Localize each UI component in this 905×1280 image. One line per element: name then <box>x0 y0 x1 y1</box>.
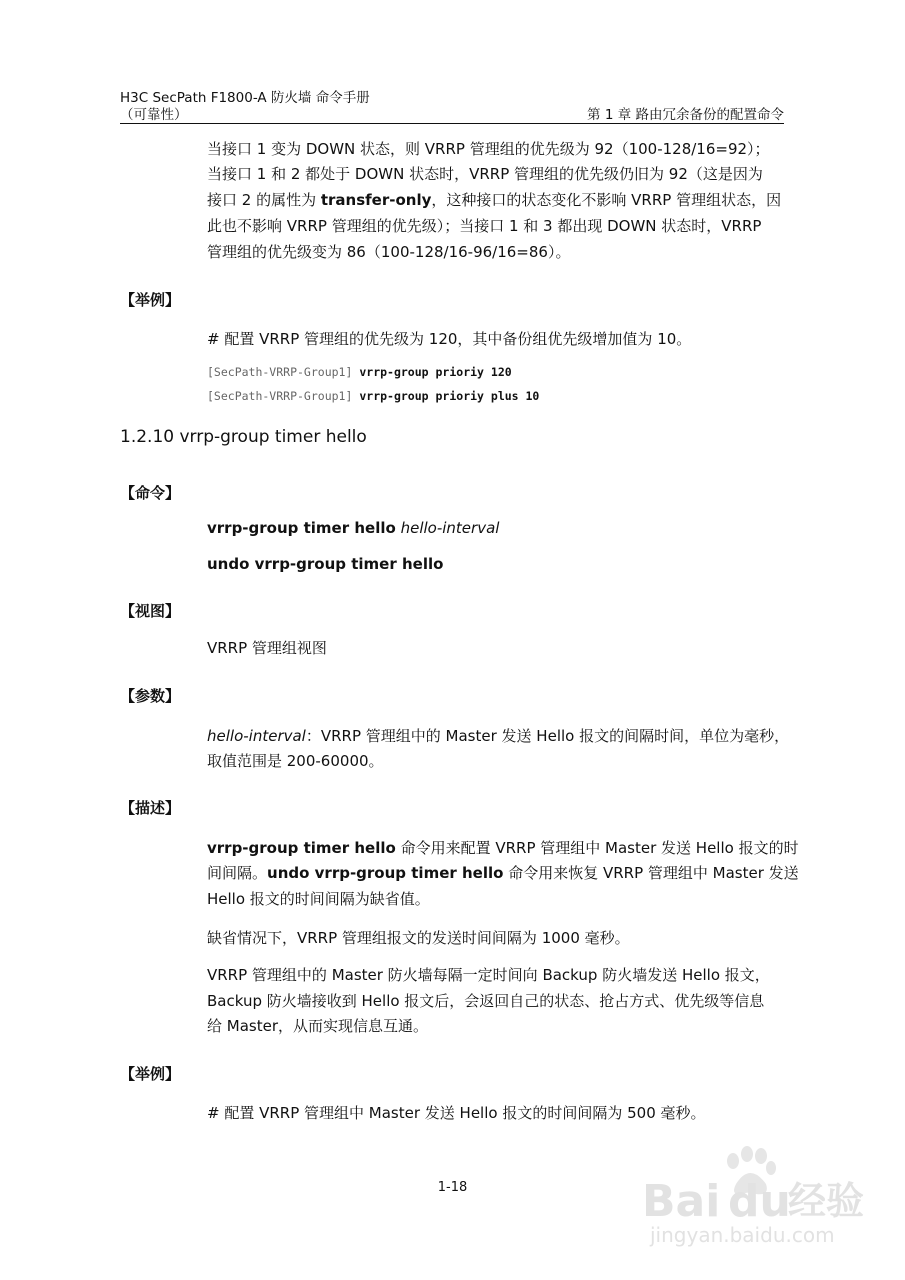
view-heading: 【视图】 <box>120 602 181 620</box>
command-name: vrrp-group timer hello <box>207 519 396 537</box>
code-command: vrrp-group prioriy plus 10 <box>359 389 540 403</box>
view-text: VRRP 管理组视图 <box>207 639 327 657</box>
section-title: 1.2.10 vrrp-group timer hello <box>120 427 367 447</box>
intro-line-1: 当接口 1 变为 DOWN 状态，则 VRRP 管理组的优先级为 92（100-128/16=92）； <box>207 140 770 158</box>
watermark-cn: 经验 <box>788 1179 865 1223</box>
code-command: vrrp-group prioriy 120 <box>359 365 512 379</box>
description-heading: 【描述】 <box>120 799 181 817</box>
example2-heading: 【举例】 <box>120 1065 181 1083</box>
description-line-3: Hello 报文的时间间隔为缺省值。 <box>207 890 430 908</box>
description-text: 命令用来恢复 VRRP 管理组中 Master 发送 <box>503 864 799 882</box>
params-line-1 <box>207 724 789 749</box>
watermark-brand-2: du <box>728 1176 791 1227</box>
description-default: 缺省情况下，VRRP 管理组报文的发送时间间隔为 1000 毫秒。 <box>207 929 630 947</box>
description-text: 间间隔。 <box>207 864 268 882</box>
watermark-url: jingyan.baidu.com <box>650 1223 835 1247</box>
command-heading: 【命令】 <box>120 484 181 502</box>
description-command: undo vrrp-group timer hello <box>267 864 504 882</box>
intro-line-5: 管理组的优先级变为 86（100-128/16-96/16=86）。 <box>207 243 571 261</box>
header-title: H3C SecPath F1800-A 防火墙 命令手册 <box>120 90 370 106</box>
header-subtitle: （可靠性） <box>120 107 188 123</box>
description-p3-line-3: 给 Master，从而实现信息互通。 <box>207 1017 428 1035</box>
code-prompt: [SecPath-VRRP-Group1] <box>207 389 353 403</box>
code-line <box>207 389 539 403</box>
description-p3-line-1: VRRP 管理组中的 Master 防火墙每隔一定时间向 Backup 防火墙发送 Hello 报文， <box>207 966 770 984</box>
header-chapter: 第 1 章 路由冗余备份的配置命令 <box>587 107 784 123</box>
command-param: hello-interval <box>400 519 500 537</box>
intro-line-2: 当接口 1 和 2 都处于 DOWN 状态时，VRRP 管理组的优先级仍旧为 92（这是因为 <box>207 165 763 183</box>
description-p3-line-2: Backup 防火墙接收到 Hello 报文后，会返回自己的状态、抢占方式、优先级等信息 <box>207 992 765 1010</box>
params-line-2: 取值范围是 200-60000。 <box>207 752 384 770</box>
undo-command-syntax <box>207 555 443 573</box>
intro-line-3 <box>207 188 781 213</box>
command-syntax-line <box>207 519 499 537</box>
description-line-1 <box>207 836 799 861</box>
param-name: hello-interval <box>207 727 306 745</box>
baidu-watermark <box>640 1140 880 1250</box>
description-text: 命令用来配置 VRRP 管理组中 Master 发送 Hello 报文的时 <box>395 839 799 857</box>
example-description: # 配置 VRRP 管理组的优先级为 120，其中备份组优先级增加值为 10。 <box>207 330 692 348</box>
intro-text: 接口 2 的属性为 <box>207 191 321 209</box>
code-prompt: [SecPath-VRRP-Group1] <box>207 365 353 379</box>
page-number: 1-18 <box>437 1180 468 1195</box>
header-rule <box>120 123 784 124</box>
code-line <box>207 365 512 379</box>
description-line-2 <box>207 861 799 886</box>
undo-command-name: undo vrrp-group timer hello <box>207 555 444 573</box>
description-command: vrrp-group timer hello <box>207 839 396 857</box>
intro-line-4: 此也不影响 VRRP 管理组的优先级）；当接口 1 和 3 都出现 DOWN 状态时，VRRP <box>207 217 762 235</box>
params-heading: 【参数】 <box>120 687 181 705</box>
param-desc: ：VRRP 管理组中的 Master 发送 Hello 报文的间隔时间，单位为毫秒， <box>305 727 790 745</box>
intro-keyword: transfer-only <box>320 191 432 209</box>
example2-description: # 配置 VRRP 管理组中 Master 发送 Hello 报文的时间间隔为 500 毫秒。 <box>207 1104 706 1122</box>
example-heading: 【举例】 <box>120 291 181 309</box>
watermark-brand: Bai <box>642 1176 721 1227</box>
intro-text: ，这种接口的状态变化不影响 VRRP 管理组状态，因 <box>431 191 782 209</box>
